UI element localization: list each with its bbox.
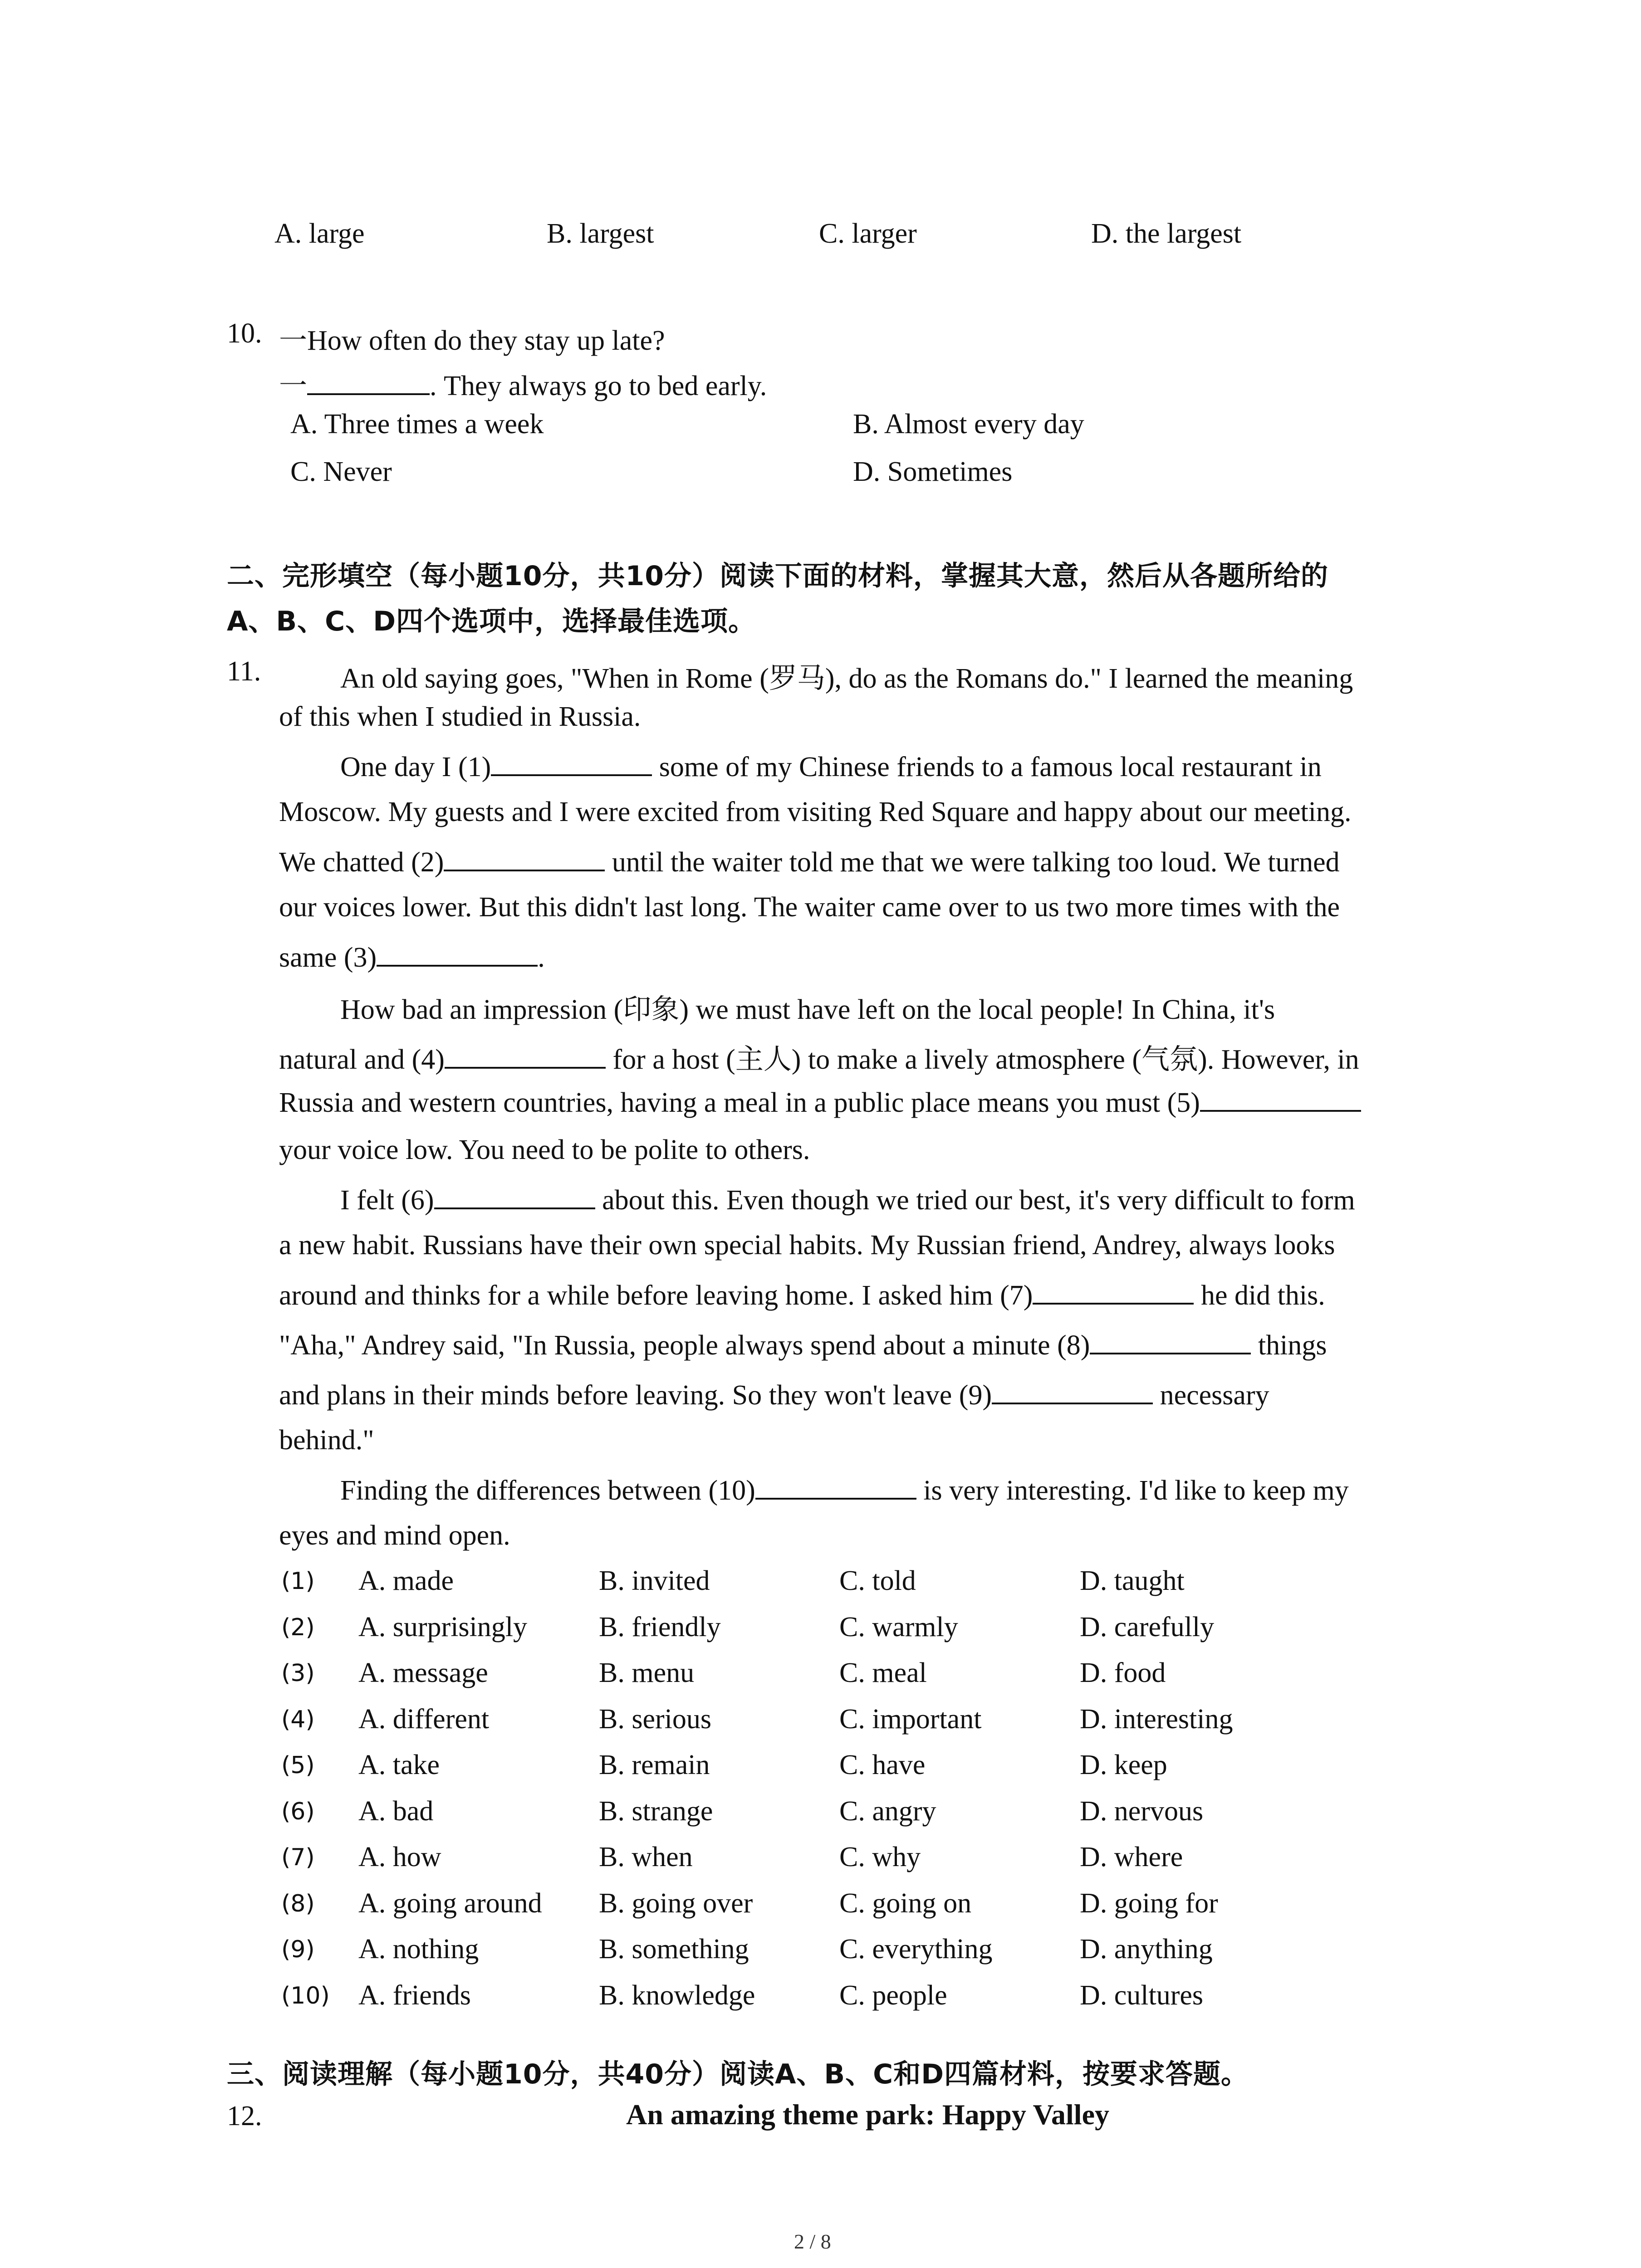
choice-option-c: C. people (839, 1980, 947, 2011)
choice-option-d: D. keep (1080, 1750, 1167, 1780)
passage-line: of this when I studied in Russia. (279, 701, 641, 732)
blank-7 (1033, 1279, 1194, 1305)
choice-option-c: C. warmly (839, 1612, 958, 1642)
blank-9 (992, 1379, 1153, 1404)
choice-option-c: C. important (839, 1704, 982, 1735)
passage-line (340, 1474, 1349, 1507)
blank-3 (377, 941, 538, 967)
choice-option-d: D. where (1080, 1842, 1183, 1872)
choice-number: (1) (281, 1568, 315, 1595)
q9-option-d: D. the largest (1091, 218, 1242, 249)
passage-text: same (3) (279, 942, 377, 973)
q9-option-a: A. large (274, 218, 365, 249)
choice-option-d: D. food (1080, 1657, 1166, 1688)
passage-line: An old saying goes, "When in Rome (罗马), do as the Romans do." I learned the meaning (340, 663, 1353, 694)
blank-4 (445, 1043, 606, 1069)
q10-option-b: B. Almost every day (853, 409, 1084, 440)
passage-text: around and thinks for a while before leaving home. I asked him (7) (279, 1280, 1033, 1311)
choice-option-a: A. how (358, 1842, 441, 1872)
q10-option-d: D. Sometimes (853, 456, 1013, 487)
blank-1 (491, 751, 652, 776)
passage-text: One day I (1) (340, 752, 491, 782)
choice-option-b: B. when (599, 1842, 693, 1872)
section2-title-line1: 二、完形填空（每小题10分，共10分）阅读下面的材料，掌握其大意，然后从各题所给的 (227, 560, 1328, 592)
passage-line (279, 1379, 1269, 1412)
q10-number: 10. (227, 318, 262, 349)
section3-title: 三、阅读理解（每小题10分，共40分）阅读A、B、C和D四篇材料，按要求答题。 (227, 2058, 1249, 2090)
passage-line (340, 751, 1322, 783)
choice-number: (7) (281, 1844, 315, 1871)
passage-text: things (1251, 1330, 1327, 1361)
q10-line2-suffix: . They always go to bed early. (430, 371, 767, 401)
passage-text: about this. Even though we tried our best, it's very difficult to form (595, 1185, 1355, 1216)
passage-text: "Aha," Andrey said, "In Russia, people always spend about a minute (8) (279, 1330, 1090, 1361)
choice-option-a: A. different (358, 1704, 490, 1735)
choice-option-b: B. strange (599, 1796, 713, 1827)
passage-line: eyes and mind open. (279, 1520, 510, 1551)
choice-option-d: D. nervous (1080, 1796, 1204, 1827)
passage-text: until the waiter told me that we were talking too loud. We turned (605, 847, 1340, 878)
passage-line: your voice low. You need to be polite to others. (279, 1134, 810, 1165)
choice-option-d: D. interesting (1080, 1704, 1233, 1735)
choice-option-b: B. menu (599, 1657, 695, 1688)
passage-text: . (538, 942, 545, 973)
choice-option-a: A. made (358, 1565, 454, 1596)
choice-option-b: B. remain (599, 1750, 710, 1780)
passage-line: behind." (279, 1425, 374, 1456)
passage-line (279, 846, 1340, 879)
q10-line2-prefix: 一 (279, 371, 308, 401)
choice-option-c: C. why (839, 1842, 921, 1872)
choice-option-d: D. carefully (1080, 1612, 1215, 1642)
passage-text: natural and (4) (279, 1044, 445, 1075)
q10-line1: 一How often do they stay up late? (279, 325, 665, 356)
choice-option-a: A. bad (358, 1796, 434, 1827)
choice-option-c: C. meal (839, 1657, 927, 1688)
choice-option-d: D. cultures (1080, 1980, 1204, 2011)
passage-text: he did this. (1194, 1280, 1325, 1311)
choice-option-c: C. going on (839, 1888, 972, 1919)
passage-line (279, 1279, 1325, 1312)
choice-option-c: C. angry (839, 1796, 936, 1827)
choice-option-b: B. knowledge (599, 1980, 755, 2011)
choice-option-d: D. going for (1080, 1888, 1218, 1919)
q10-blank (307, 370, 430, 395)
choice-option-b: B. friendly (599, 1612, 721, 1642)
q9-option-b: B. largest (547, 218, 654, 249)
passage-line (279, 1036, 1359, 1077)
passage-text: for a host (主人) to make a lively atmosphere (气氛). However, in (605, 1044, 1359, 1075)
choice-option-c: C. everything (839, 1934, 993, 1965)
q12-number: 12. (227, 2101, 262, 2131)
passage-line: a new habit. Russians have their own special habits. My Russian friend, Andrey, always looks (279, 1230, 1335, 1261)
q9-option-c: C. larger (819, 218, 917, 249)
blank-5 (1200, 1086, 1361, 1112)
blank-8 (1090, 1329, 1251, 1354)
blank-2 (444, 846, 605, 871)
choice-number: (4) (281, 1706, 315, 1733)
q11-number: 11. (227, 656, 261, 687)
choice-option-c: C. told (839, 1565, 916, 1596)
q12-title: An amazing theme park: Happy Valley (626, 2098, 1109, 2131)
passage-text: some of my Chinese friends to a famous local restaurant in (652, 752, 1322, 782)
choice-number: (9) (281, 1936, 315, 1963)
section2-title-line2: A、B、C、D四个选项中，选择最佳选项。 (227, 606, 756, 637)
choice-number: (8) (281, 1890, 315, 1917)
blank-10 (755, 1474, 916, 1500)
choice-option-a: A. friends (358, 1980, 471, 2011)
choice-option-d: D. anything (1080, 1934, 1213, 1965)
choice-number: (5) (281, 1752, 315, 1779)
choice-number: (2) (281, 1614, 315, 1641)
choice-option-a: A. message (358, 1657, 488, 1688)
passage-line (279, 1086, 1361, 1119)
choice-option-b: B. going over (599, 1888, 753, 1919)
choice-option-a: A. take (358, 1750, 440, 1780)
choice-option-a: A. going around (358, 1888, 542, 1919)
passage-text: necessary (1153, 1380, 1269, 1411)
passage-text: I felt (6) (340, 1185, 434, 1216)
choice-option-c: C. have (839, 1750, 926, 1780)
choice-option-b: B. invited (599, 1565, 710, 1596)
passage-line: Moscow. My guests and I were excited from visiting Red Square and happy about our meeting. (279, 797, 1352, 827)
choice-option-b: B. something (599, 1934, 749, 1965)
page-number: 2 / 8 (794, 2230, 831, 2253)
q10-option-a: A. Three times a week (290, 409, 544, 440)
choice-number: (3) (281, 1660, 315, 1687)
passage-text: We chatted (2) (279, 847, 444, 878)
passage-line: our voices lower. But this didn't last long. The waiter came over to us two more times with the (279, 892, 1340, 923)
passage-line (340, 1184, 1355, 1217)
blank-6 (434, 1184, 595, 1209)
passage-text: and plans in their minds before leaving. So they won't leave (9) (279, 1380, 992, 1411)
choice-option-b: B. serious (599, 1704, 711, 1735)
passage-text: Finding the differences between (10) (340, 1475, 755, 1506)
choice-option-d: D. taught (1080, 1565, 1185, 1596)
passage-line: How bad an impression (印象) we must have left on the local people! In China, it's (340, 994, 1275, 1025)
q10-option-c: C. Never (290, 456, 392, 487)
choice-option-a: A. surprisingly (358, 1612, 527, 1642)
choice-option-a: A. nothing (358, 1934, 479, 1965)
passage-line (279, 1329, 1327, 1362)
choice-number: (10) (281, 1982, 330, 2009)
passage-line (279, 941, 545, 974)
q10-line2 (279, 363, 767, 403)
choice-number: (6) (281, 1798, 315, 1825)
passage-text: Russia and western countries, having a meal in a public place means you must (5) (279, 1087, 1200, 1118)
passage-text: is very interesting. I'd like to keep my (916, 1475, 1349, 1506)
